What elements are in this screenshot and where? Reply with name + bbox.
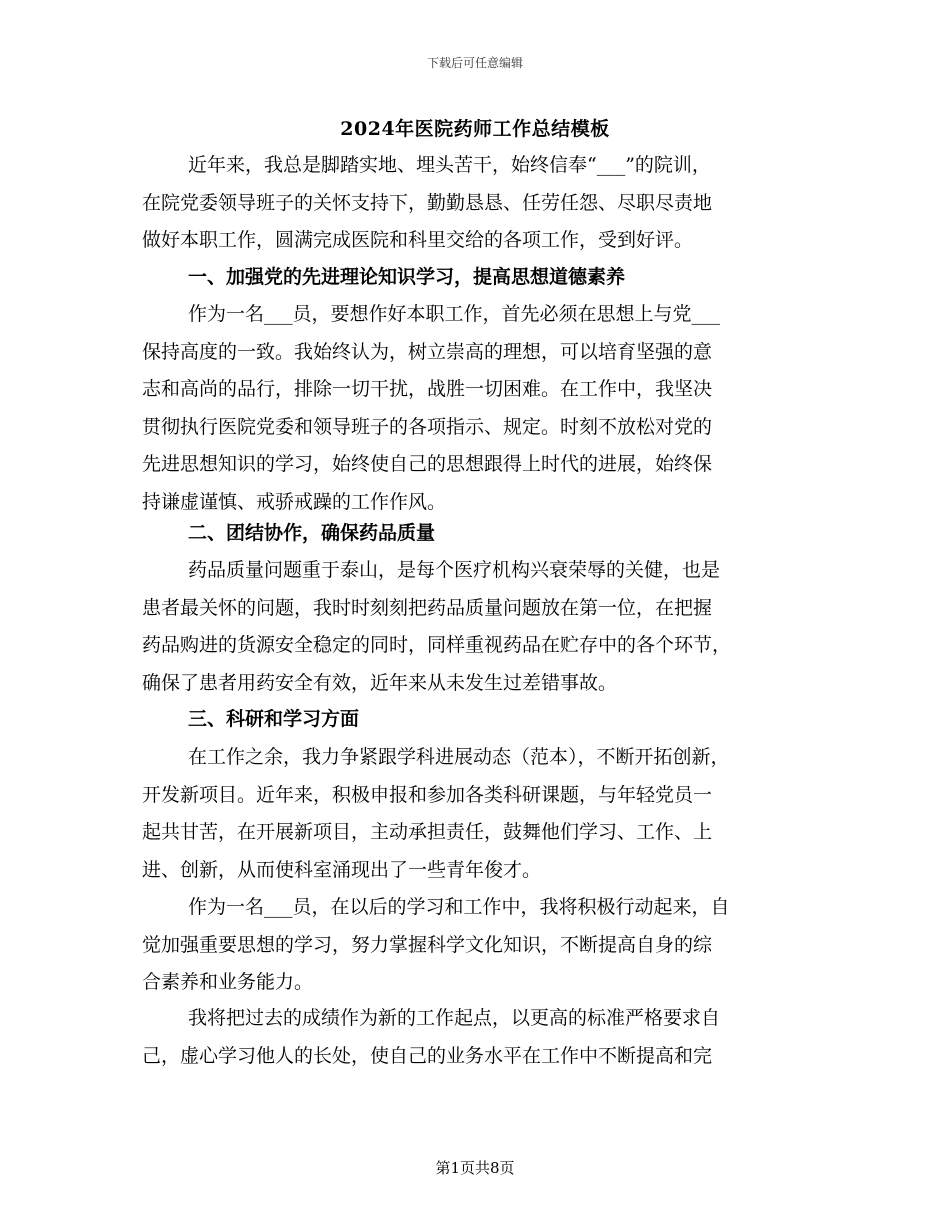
text-line: 在工作之余，我力争紧跟学科进展动态（范本），不断开拓创新， <box>188 746 730 768</box>
paragraph-section-3 <box>142 739 798 889</box>
text-line: 作为一名___员，要想作好本职工作，首先必须在思想上与党___ <box>188 303 721 325</box>
text-line: 我将把过去的成绩作为新的工作起点，以更高的标准严格要求自 <box>188 1007 721 1029</box>
text-line: 贯彻执行医院党委和领导班子的各项指示、规定。时刻不放松对党的 <box>142 415 713 438</box>
text-line: 患者最关怀的问题，我时时刻刻把药品质量问题放在第一位，在把握 <box>142 596 713 619</box>
text-line: 做好本职工作，圆满完成医院和科里交给的各项工作，受到好评。 <box>142 229 694 252</box>
text-line: 进、创新，从而使科室涌现出了一些青年俊才。 <box>142 858 542 881</box>
text-line: 药品质量问题重于泰山，是每个医疗机构兴衰荣辱的关健，也是 <box>188 559 721 581</box>
heading-text: 三、科研和学习方面 <box>188 708 360 730</box>
text-line: 确保了患者用药安全有效，近年来从未发生过差错事故。 <box>142 671 618 694</box>
text-line: 保持高度的一致。我始终认为，树立崇高的理想，可以培育坚强的意 <box>142 340 713 363</box>
text-line: 作为一名___员，在以后的学习和工作中，我将积极行动起来，自 <box>188 896 730 918</box>
header-note: 下载后可任意编辑 <box>426 56 523 70</box>
document-title: 2024年医院药师工作总结模板 <box>340 118 610 140</box>
section-heading-1 <box>142 259 798 297</box>
paragraph-section-2 <box>142 552 798 702</box>
text-line: 在院党委领导班子的关怀支持下，勤勤恳恳、任劳任怨、尽职尽责地 <box>142 191 713 214</box>
paragraph-section-1 <box>142 296 798 522</box>
text-line: 志和高尚的品行，排除一切干扰，战胜一切困难。在工作中，我坚决 <box>142 378 713 401</box>
paragraph-outlook <box>142 1000 798 1075</box>
paragraph-intro <box>142 147 798 260</box>
heading-text: 一、加强党的先进理论知识学习，提高思想道德素养 <box>188 266 626 288</box>
section-heading-2 <box>142 515 798 553</box>
text-line: 先进思想知识的学习，始终使自己的思想跟得上时代的进展，始终保 <box>142 453 713 476</box>
text-line: 持谦虚谨慎、戒骄戒躁的工作作风。 <box>142 490 447 513</box>
paragraph-commitment <box>142 889 798 1002</box>
text-line: 药品购进的货源安全稳定的同时，同样重视药品在贮存中的各个环节， <box>142 634 732 657</box>
page-number: 第1页共8页 <box>435 1159 515 1177</box>
heading-text: 二、团结协作，确保药品质量 <box>188 522 436 544</box>
text-line: 开发新项目。近年来，积极申报和参加各类科研课题，与年轻党员一 <box>142 783 713 806</box>
section-heading-3 <box>142 701 798 739</box>
text-line: 觉加强重要思想的学习，努力掌握科学文化知识，不断提高自身的综 <box>142 933 713 956</box>
text-line: 近年来，我总是脚踏实地、埋头苦干，始终信奉“___”的院训， <box>188 154 711 176</box>
text-line: 己，虚心学习他人的长处，使自己的业务水平在工作中不断提高和完 <box>142 1044 713 1067</box>
text-line: 起共甘苦，在开展新项目，主动承担责任，鼓舞他们学习、工作、上 <box>142 821 713 844</box>
text-line: 合素养和业务能力。 <box>142 971 314 994</box>
